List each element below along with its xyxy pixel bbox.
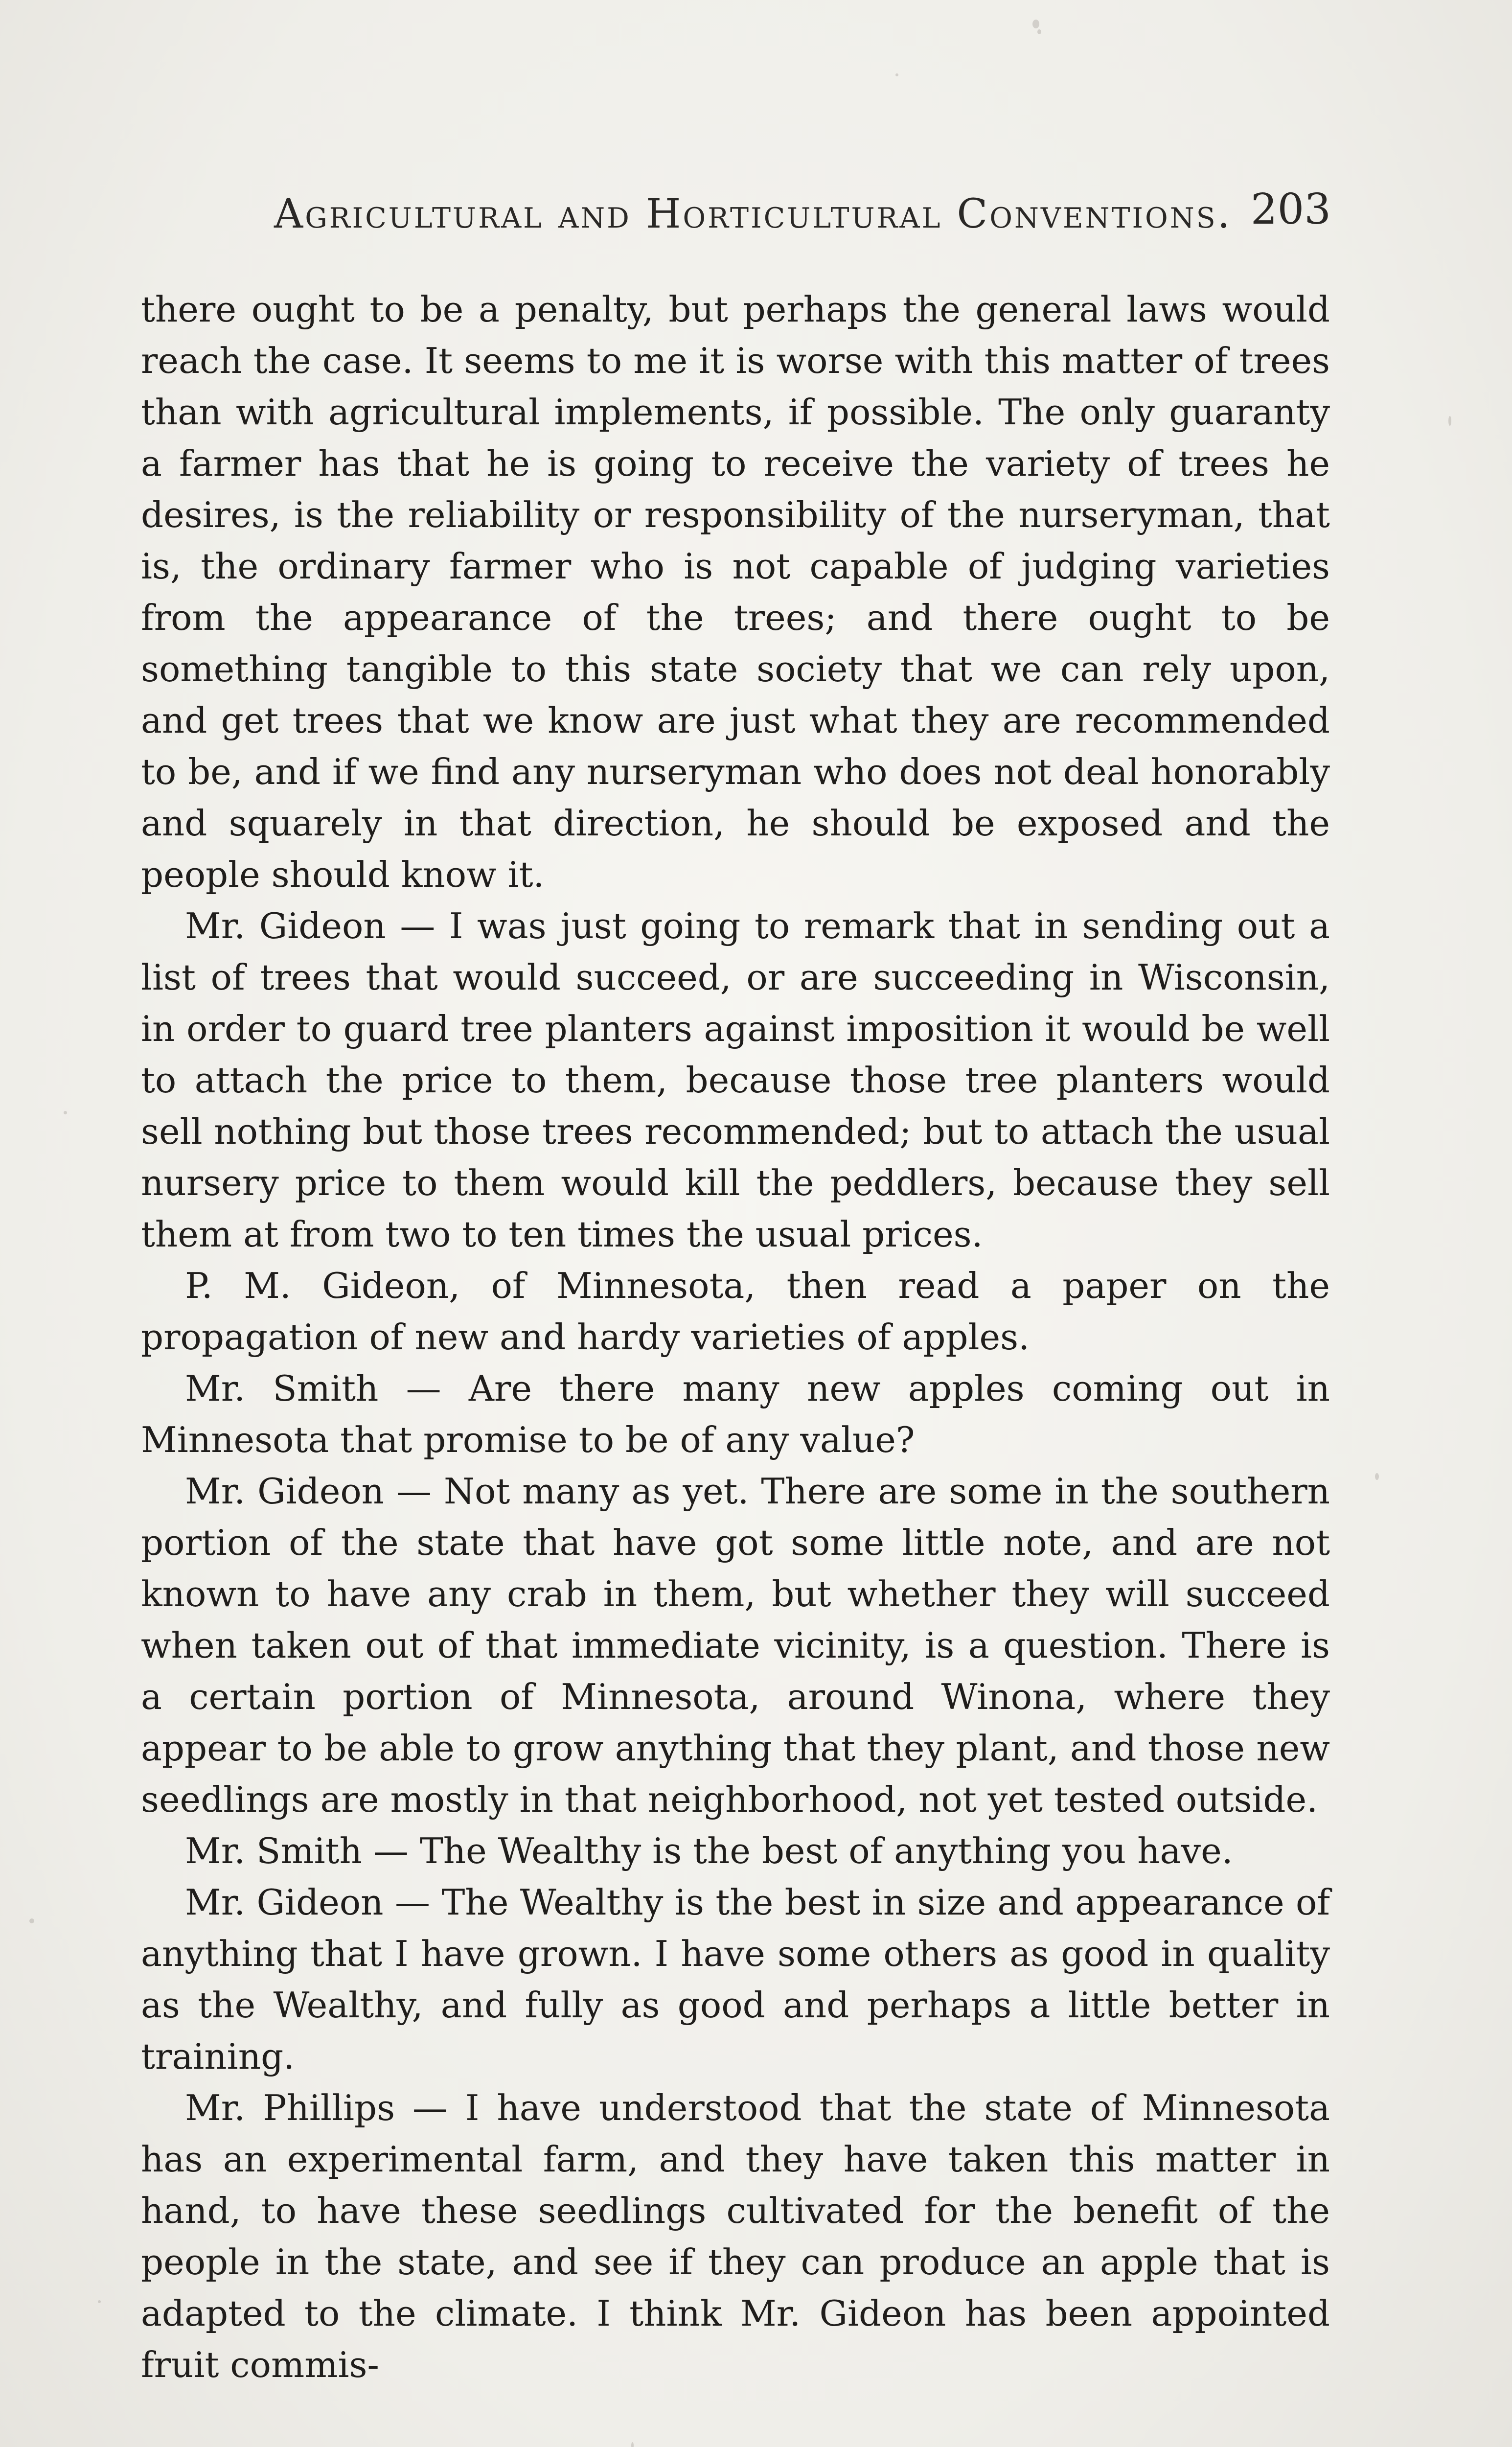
paper-speck [1375,1473,1379,1480]
paragraph: P. M. Gideon, of Minnesota, then read a paper on the propagation of new and hardy varieties of apples. [141,1265,1330,1358]
paragraph: Mr. Phillips — I have understood that the state of Minnesota has an experimental farm, and they have taken this matter in hand, to have these seedlings cultivated for the benefit of the people in the state, and see if they can produce an apple that is adapted to the climate. I think Mr. Gideon has been appointed fruit commis- [141,2087,1330,2385]
paper-speck [1037,29,1041,34]
page-header [264,181,1331,240]
paragraph: Mr. Gideon — The Wealthy is the best in size and appearance of anything that I have grown. I have some others as good in quality as the Wealthy, and fully as good and perhaps a little better in training. [141,1882,1330,2077]
paragraph: there ought to be a penalty, but perhaps the general laws would reach the case. It seems to me it is worse with this matter of trees than with agricultural implements, if possible. The only guaranty a farmer has that he is going to receive the variety of trees he desires, is the reliability or responsibility of the nurseryman, that is, the ordinary farmer who is not capable of judging varieties from the appearance of the trees; and there ought to be something tangible to this state society that we can rely upon, and get trees that we know are just what they are recommended to be, and if we find any nurseryman who does not deal honorably and squarely in that direction, he should be exposed and the people should know it. [141,289,1330,895]
paper-speck [1032,20,1039,28]
page-number: 203 [1250,185,1331,234]
paper-speck [64,1111,67,1114]
paragraph: Mr. Gideon — I was just going to remark that in sending out a list of trees that would succeed, or are succeeding in Wisconsin, in order to guard tree planters against imposition it would be well to attach the price to them, because those tree planters would sell nothing but those trees recommended; but to attach the usual nursery price to them would kill the peddlers, because they sell them at from two to ten times the usual prices. [141,905,1330,1255]
body-text [141,284,1330,2391]
paper-speck [1448,416,1451,426]
paper-speck [98,2300,101,2303]
paragraph: Mr. Smith — Are there many new apples coming out in Minnesota that promise to be of any value? [141,1368,1330,1460]
paper-speck [895,73,898,76]
paragraph: Mr. Smith — The Wealthy is the best of anything you have. [185,1830,1233,1871]
paragraph: Mr. Gideon — Not many as yet. There are some in the southern portion of the state that have got some little note, and are not known to have any crab in them, but whether they will succeed when taken out of that immediate vicinity, is a question. There is a certain portion of Minnesota, around Winona, where they appear to be able to grow anything that they plant, and those new seedlings are mostly in that neighborhood, not yet tested outside. [141,1471,1330,1820]
running-head: Agricultural and Horticultural Conventions. [274,191,1232,237]
paper-speck [29,1918,34,1923]
paper-speck [631,2442,634,2447]
